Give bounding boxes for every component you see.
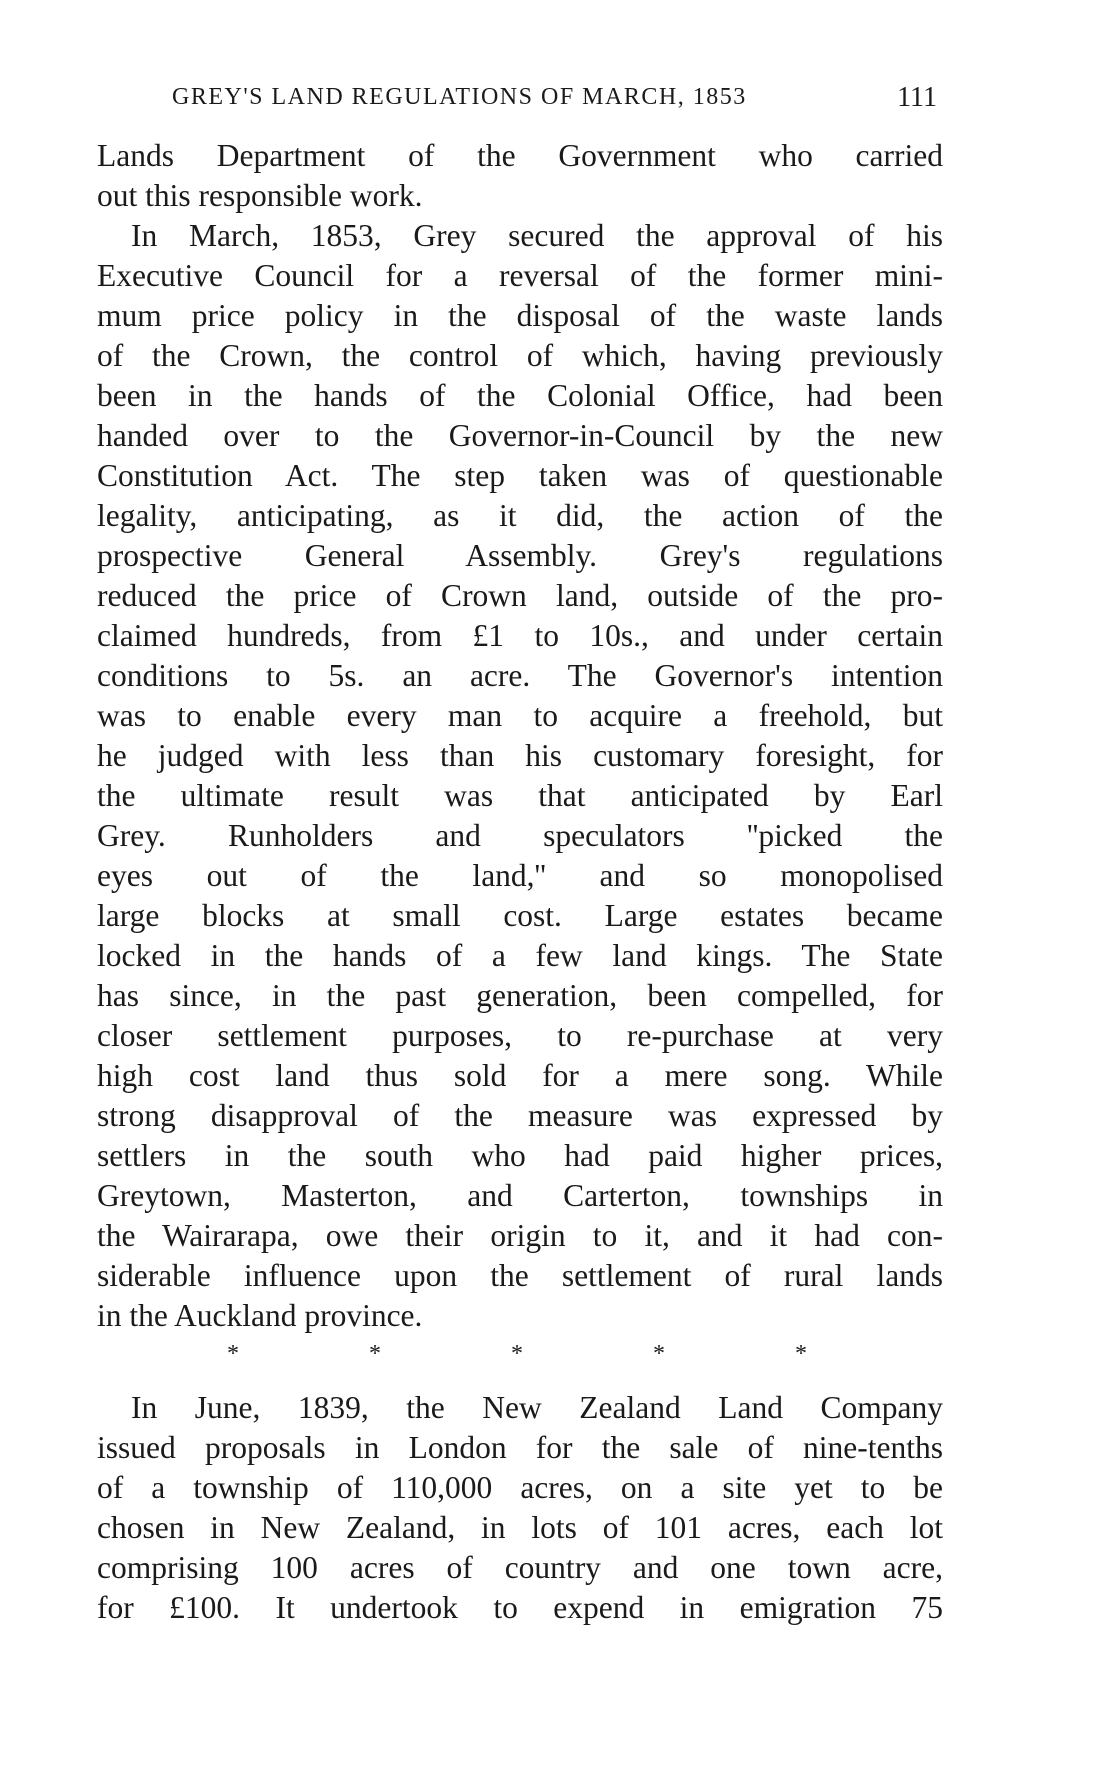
running-title: GREY'S LAND REGULATIONS OF MARCH, 1853 <box>172 84 747 110</box>
text-line: Lands Department of the Government who carried <box>97 138 943 173</box>
text-line: Greytown, Masterton, and Carterton, townships in <box>97 1178 943 1213</box>
text-line: high cost land thus sold for a mere song. While <box>97 1058 943 1093</box>
text-line: claimed hundreds, from £1 to 10s., and under certain <box>97 618 943 653</box>
text-line: Grey. Runholders and speculators ''picked the <box>97 818 943 853</box>
text-line: legality, anticipating, as it did, the action of the <box>97 498 943 533</box>
text-line: siderable influence upon the settlement of rural lands <box>97 1258 943 1293</box>
text-line: for £100. It undertook to expend in emigration 75 <box>97 1590 943 1625</box>
separator-star: * <box>369 1341 381 1367</box>
text-line: in the Auckland province. <box>97 1298 423 1333</box>
text-line: of a township of 110,000 acres, on a site yet to be <box>97 1470 943 1505</box>
text-line: of the Crown, the control of which, having previously <box>97 338 943 373</box>
separator-star: * <box>653 1341 665 1367</box>
text-line: chosen in New Zealand, in lots of 101 acres, each lot <box>97 1510 943 1545</box>
text-line: out this responsible work. <box>97 178 423 213</box>
text-line: prospective General Assembly. Grey's regulations <box>97 538 943 573</box>
running-head <box>97 80 943 120</box>
text-line: In June, 1839, the New Zealand Land Company <box>131 1390 943 1425</box>
text-line: Executive Council for a reversal of the former mini- <box>97 258 943 293</box>
text-line: he judged with less than his customary foresight, for <box>97 738 943 773</box>
text-line: the Wairarapa, owe their origin to it, and it had con- <box>97 1218 943 1253</box>
text-line: locked in the hands of a few land kings. The State <box>97 938 943 973</box>
text-line: handed over to the Governor-in-Council by the new <box>97 418 943 453</box>
text-line: the ultimate result was that anticipated by Earl <box>97 778 943 813</box>
text-line: mum price policy in the disposal of the waste lands <box>97 298 943 333</box>
page-number: 111 <box>897 82 937 113</box>
text-line: In March, 1853, Grey secured the approval of his <box>131 218 943 253</box>
text-line: issued proposals in London for the sale of nine-tenths <box>97 1430 943 1465</box>
section-separator <box>227 1336 807 1376</box>
separator-star: * <box>227 1341 239 1367</box>
text-line: been in the hands of the Colonial Office, had been <box>97 378 943 413</box>
text-line: settlers in the south who had paid higher prices, <box>97 1138 943 1173</box>
text-line: conditions to 5s. an acre. The Governor's intention <box>97 658 943 693</box>
text-line: comprising 100 acres of country and one town acre, <box>97 1550 943 1585</box>
text-line: closer settlement purposes, to re-purchase at very <box>97 1018 943 1053</box>
paragraph-grey-regulations <box>97 216 943 1336</box>
paragraph-continued <box>97 136 943 216</box>
separator-star: * <box>795 1341 807 1367</box>
text-line: Constitution Act. The step taken was of questionable <box>97 458 943 493</box>
text-line: reduced the price of Crown land, outside of the pro- <box>97 578 943 613</box>
book-page <box>97 80 943 1628</box>
text-line: eyes out of the land,'' and so monopolised <box>97 858 943 893</box>
text-line: large blocks at small cost. Large estates became <box>97 898 943 933</box>
text-line: has since, in the past generation, been compelled, for <box>97 978 943 1013</box>
text-line: strong disapproval of the measure was expressed by <box>97 1098 943 1133</box>
text-line: was to enable every man to acquire a freehold, but <box>97 698 943 733</box>
paragraph-land-company <box>97 1388 943 1628</box>
separator-star: * <box>511 1341 523 1367</box>
